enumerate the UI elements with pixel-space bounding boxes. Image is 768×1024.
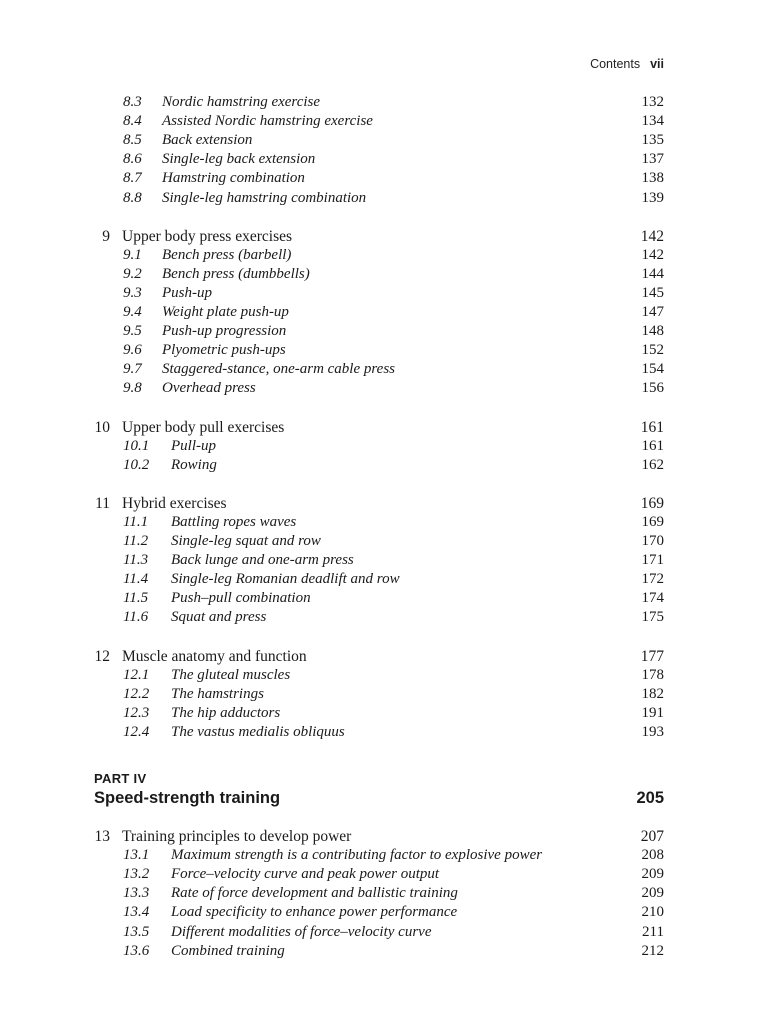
toc-section-row[interactable] bbox=[0, 570, 768, 589]
toc-entry-page: 142 bbox=[640, 227, 664, 245]
toc-entry-number: 8.8 bbox=[123, 189, 142, 206]
toc-entry-title: The hamstrings bbox=[171, 685, 264, 702]
toc-entry-number: 13 bbox=[94, 828, 110, 845]
toc-section-row[interactable] bbox=[0, 246, 768, 265]
toc-section-row[interactable] bbox=[0, 456, 768, 475]
toc-entry-title: Single-leg Romanian deadlift and row bbox=[171, 571, 400, 588]
toc-entry-number: 9.2 bbox=[123, 265, 142, 282]
toc-section-row[interactable] bbox=[0, 884, 768, 903]
toc-entry-page: 193 bbox=[641, 723, 664, 740]
toc-entry-page: 154 bbox=[641, 361, 664, 378]
toc-entry-page: 210 bbox=[641, 904, 664, 921]
toc-entry-number: 9.5 bbox=[123, 323, 142, 340]
toc-entry-title: Bench press (barbell) bbox=[162, 246, 292, 263]
toc-section-row[interactable] bbox=[0, 923, 768, 942]
toc-entry-page: 177 bbox=[640, 647, 664, 665]
toc-entry-page: 137 bbox=[641, 151, 664, 168]
toc-entry-number: 10.1 bbox=[123, 437, 150, 454]
toc-section-row[interactable] bbox=[0, 589, 768, 608]
toc-entry-page: 142 bbox=[641, 246, 664, 263]
toc-entry-title: The hip adductors bbox=[171, 704, 281, 721]
toc-section-row[interactable] bbox=[0, 379, 768, 398]
toc-entry-title: Maximum strength is a contributing factor to explosive power bbox=[171, 847, 543, 864]
toc-entry-title: Single-leg squat and row bbox=[171, 533, 321, 549]
toc-entry-page: 178 bbox=[641, 666, 664, 683]
part-label: PART IV bbox=[94, 771, 147, 786]
toc-section-row[interactable] bbox=[0, 341, 768, 360]
toc-section-row[interactable] bbox=[0, 704, 768, 723]
running-head-page-number: vii bbox=[650, 57, 664, 71]
toc-entry-page: 147 bbox=[641, 304, 664, 320]
toc-entry-number: 11.4 bbox=[123, 571, 149, 588]
toc-entry-page: 175 bbox=[641, 609, 664, 626]
toc-chapter-row[interactable] bbox=[0, 827, 768, 846]
toc-entry-page: 161 bbox=[641, 437, 664, 454]
toc-entry-number: 11.5 bbox=[123, 590, 149, 607]
toc-entry-title: Plyometric push-ups bbox=[162, 342, 286, 359]
toc-entry-title: Assisted Nordic hamstring exercise bbox=[162, 113, 373, 130]
toc-chapter-row[interactable] bbox=[0, 494, 768, 513]
toc-entry-page: 169 bbox=[640, 494, 664, 512]
toc-entry-number: 13.4 bbox=[123, 904, 150, 921]
toc-entry-title: Muscle anatomy and function bbox=[122, 647, 307, 665]
toc-entry-page: 212 bbox=[641, 942, 664, 959]
toc-section-row[interactable] bbox=[0, 303, 768, 322]
toc-entry-page: 152 bbox=[641, 342, 664, 359]
toc-entry-title: Push–pull combination bbox=[171, 590, 311, 607]
running-head-label: Contents bbox=[590, 57, 641, 71]
toc-entry-title: Push-up progression bbox=[162, 323, 287, 340]
toc-section-row[interactable] bbox=[0, 942, 768, 961]
toc-entry-title: Rowing bbox=[171, 456, 217, 473]
part-title-row[interactable] bbox=[94, 788, 664, 808]
toc-entry-number: 8.6 bbox=[123, 151, 142, 168]
toc-entry-number: 11.1 bbox=[123, 513, 149, 530]
toc-section-row[interactable] bbox=[0, 513, 768, 532]
toc-entry-page: 162 bbox=[641, 456, 664, 473]
toc-entry-title: Rate of force development and ballistic training bbox=[171, 885, 458, 902]
toc-entry-page: 172 bbox=[641, 571, 664, 588]
toc-chapter-row[interactable] bbox=[0, 418, 768, 437]
toc-section-row[interactable] bbox=[0, 93, 768, 112]
toc-entry-number: 13.1 bbox=[123, 847, 150, 864]
toc-section-row[interactable] bbox=[0, 189, 768, 208]
toc-section-row[interactable] bbox=[0, 360, 768, 379]
toc-entry-number: 12.2 bbox=[123, 685, 150, 702]
toc-entry-page: 148 bbox=[641, 323, 664, 340]
toc-entry-page: 207 bbox=[640, 828, 664, 845]
toc-entry-title: Combined training bbox=[171, 942, 285, 959]
toc-entry-number: 9.7 bbox=[123, 361, 142, 378]
toc-section-row[interactable] bbox=[0, 685, 768, 704]
toc-entry-number: 13.5 bbox=[123, 923, 150, 940]
toc-entry-page: 145 bbox=[641, 284, 664, 301]
toc-section-row[interactable] bbox=[0, 723, 768, 742]
toc-entry-title: Hybrid exercises bbox=[122, 494, 227, 512]
toc-entry-number: 9.6 bbox=[123, 342, 142, 359]
toc-entry-title: Upper body pull exercises bbox=[122, 418, 285, 436]
toc-entry-number: 13.6 bbox=[123, 942, 150, 959]
toc-entry-number: 10.2 bbox=[123, 456, 150, 473]
toc-entry-title: Staggered-stance, one-arm cable press bbox=[162, 361, 395, 378]
toc-entry-number: 9.4 bbox=[123, 304, 142, 320]
toc-section-row[interactable] bbox=[0, 608, 768, 627]
toc-entry-number: 9.3 bbox=[123, 284, 142, 301]
toc-entry-number: 13.3 bbox=[123, 885, 150, 902]
toc-entry-title: Nordic hamstring exercise bbox=[162, 94, 321, 110]
toc-entry-title: Force–velocity curve and peak power output bbox=[171, 866, 440, 883]
toc-chapter-row[interactable] bbox=[0, 227, 768, 246]
toc-entry-page: 169 bbox=[641, 513, 664, 530]
toc-entry-title: Training principles to develop power bbox=[122, 828, 352, 845]
toc-entry-page: 156 bbox=[641, 380, 664, 397]
toc-section-row[interactable] bbox=[0, 131, 768, 150]
toc-entry-page: 161 bbox=[640, 418, 664, 436]
toc-entry-title: Battling ropes waves bbox=[171, 513, 297, 530]
toc-entry-page: 211 bbox=[642, 923, 664, 940]
toc-entry-number: 11.6 bbox=[123, 609, 149, 626]
toc-chapter-row[interactable] bbox=[0, 647, 768, 666]
toc-entry-page: 191 bbox=[641, 704, 664, 721]
toc-section-row[interactable] bbox=[0, 322, 768, 341]
toc-entry-title: Back extension bbox=[162, 132, 253, 149]
toc-section-row[interactable] bbox=[0, 865, 768, 884]
toc-entry-title: Squat and press bbox=[171, 609, 267, 626]
toc-entry-page: 171 bbox=[641, 552, 664, 569]
toc-entry-page: 134 bbox=[641, 113, 664, 130]
toc-section-row[interactable] bbox=[0, 666, 768, 685]
toc-entry-number: 12.1 bbox=[123, 666, 150, 683]
toc-entry-page: 209 bbox=[641, 885, 664, 902]
toc-entry-number: 12 bbox=[94, 647, 110, 665]
toc-section-row[interactable] bbox=[0, 284, 768, 303]
running-head bbox=[590, 57, 664, 71]
toc-entry-page: 144 bbox=[641, 265, 664, 282]
toc-section-row[interactable] bbox=[0, 903, 768, 922]
toc-entry-title: Bench press (dumbbells) bbox=[162, 265, 310, 282]
toc-entry-page: 182 bbox=[641, 685, 664, 702]
toc-entry-title: Pull-up bbox=[171, 437, 216, 454]
toc-entry-page: 132 bbox=[641, 94, 664, 110]
toc-entry-title: Upper body press exercises bbox=[122, 227, 293, 245]
toc-entry-number: 11.2 bbox=[123, 533, 149, 549]
toc-section-row[interactable] bbox=[0, 551, 768, 570]
toc-entry-title: Single-leg hamstring combination bbox=[162, 189, 367, 206]
toc-entry-number: 8.3 bbox=[123, 94, 142, 110]
part-page-number: 205 bbox=[636, 789, 664, 807]
toc-entry-title: The vastus medialis obliquus bbox=[171, 723, 345, 740]
toc-section-row[interactable] bbox=[0, 532, 768, 551]
toc-entry-page: 138 bbox=[641, 170, 664, 187]
toc-entry-title: Hamstring combination bbox=[162, 170, 305, 187]
toc-entry-page: 135 bbox=[641, 132, 664, 149]
toc-entry-title: Back lunge and one-arm press bbox=[171, 552, 354, 569]
toc-entry-title: Push-up bbox=[162, 284, 212, 301]
toc-entry-number: 8.7 bbox=[123, 170, 142, 187]
toc-section-row[interactable] bbox=[0, 112, 768, 131]
toc-entry-page: 208 bbox=[641, 847, 664, 864]
toc-entry-title: The gluteal muscles bbox=[171, 666, 291, 683]
toc-entry-title: Single-leg back extension bbox=[162, 151, 316, 168]
toc-section-row[interactable] bbox=[0, 169, 768, 188]
toc-entry-number: 9 bbox=[102, 227, 110, 245]
part-title: Speed-strength training bbox=[94, 789, 281, 807]
toc-section-row[interactable] bbox=[0, 265, 768, 284]
toc-entry-number: 12.4 bbox=[123, 723, 150, 740]
toc-section-row[interactable] bbox=[0, 846, 768, 865]
toc-entry-title: Different modalities of force–velocity curve bbox=[171, 923, 432, 940]
toc-entry-page: 139 bbox=[641, 189, 664, 206]
toc-entry-number: 8.4 bbox=[123, 113, 142, 130]
toc-entry-number: 13.2 bbox=[123, 866, 150, 883]
toc-entry-number: 10 bbox=[94, 418, 110, 436]
toc-section-row[interactable] bbox=[0, 437, 768, 456]
toc-entry-number: 12.3 bbox=[123, 704, 150, 721]
toc-entry-number: 8.5 bbox=[123, 132, 142, 149]
toc-section-row[interactable] bbox=[0, 150, 768, 169]
toc-entry-number: 11 bbox=[95, 494, 110, 512]
toc-entry-page: 174 bbox=[641, 590, 664, 607]
toc-entry-page: 170 bbox=[641, 533, 664, 549]
toc-entry-number: 9.1 bbox=[123, 246, 142, 263]
toc-entry-title: Load specificity to enhance power performance bbox=[171, 904, 458, 921]
toc-entry-number: 9.8 bbox=[123, 380, 142, 397]
toc-entry-number: 11.3 bbox=[123, 552, 149, 569]
toc-entry-title: Weight plate push-up bbox=[162, 304, 289, 320]
toc-entry-title: Overhead press bbox=[162, 380, 256, 397]
toc-entry-page: 209 bbox=[641, 866, 664, 883]
